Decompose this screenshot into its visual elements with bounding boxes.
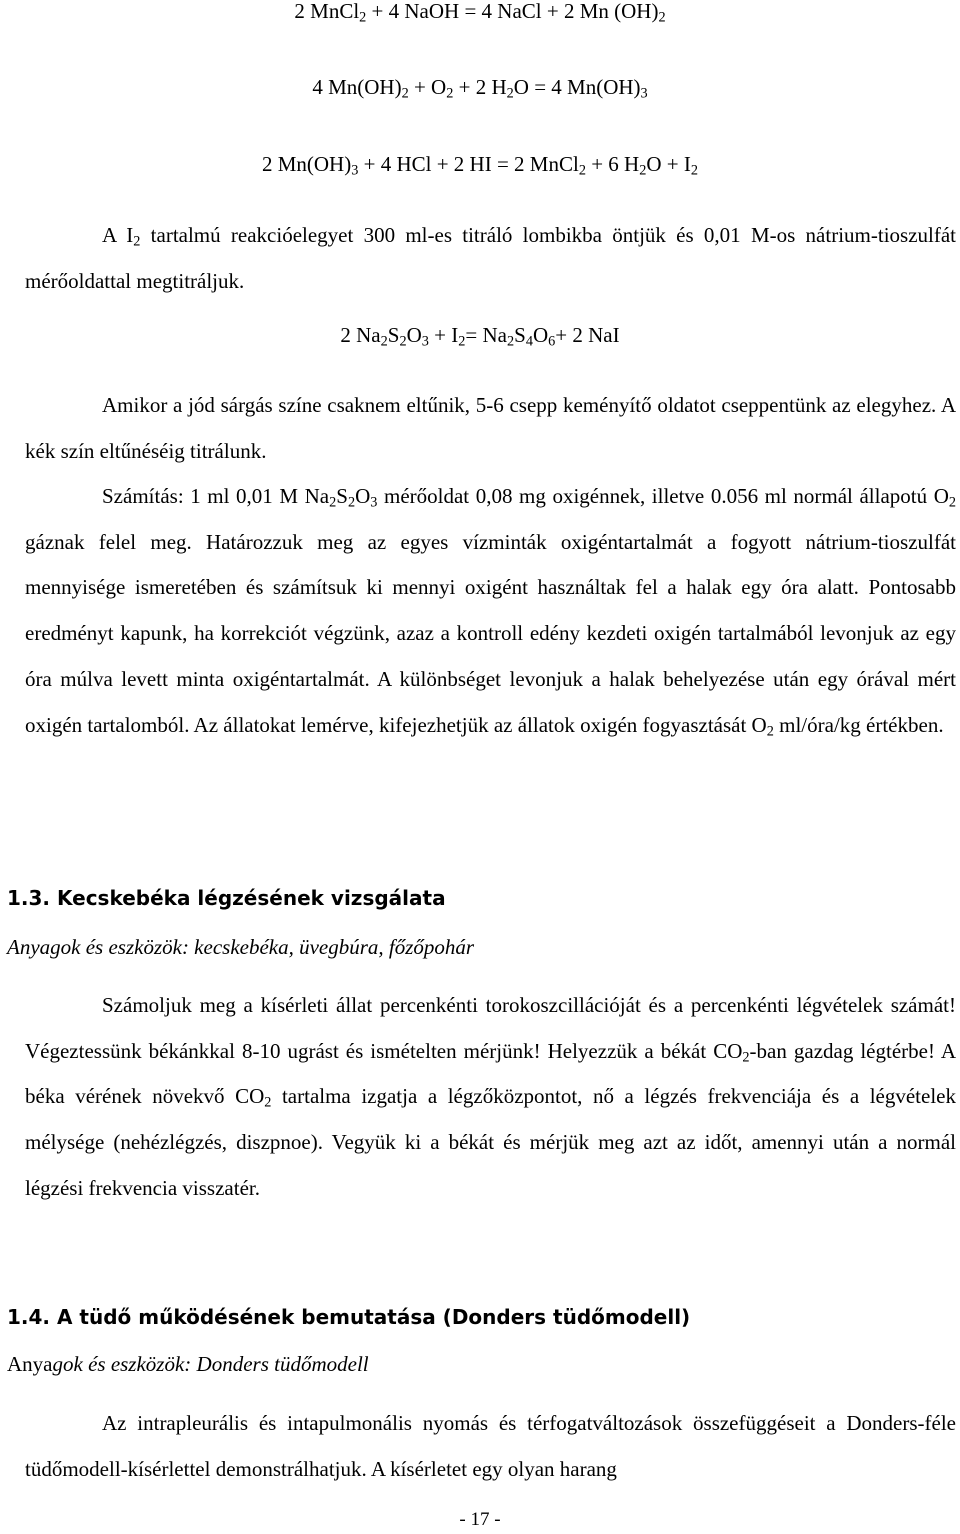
para-subscript: 2 [742,1049,750,1066]
para-text: O [355,484,371,508]
equation-mncl2-naoh [0,0,960,25]
eq-text: + I [428,323,459,347]
eq-text: O + I [646,152,691,176]
eq-text: S [514,323,526,347]
eq-text: + 4 HCl + 2 HI = 2 MnCl [358,152,579,176]
para-subscript: 2 [948,494,957,511]
para-subscript: 2 [329,494,337,511]
eq-subscript: 2 [401,85,409,102]
eq-text: 2 MnCl [294,0,360,23]
eq-subscript: 6 [548,333,556,350]
eq-text: 2 Na [340,323,381,347]
section-heading-frog-breathing: 1.3. Kecskebéka légzésének vizsgálata [7,886,446,910]
eq-text: + 6 H [585,152,640,176]
eq-subscript: 2 [658,9,666,26]
eq-subscript: 3 [640,85,648,102]
para-text: Számítás: 1 ml 0,01 M Na [102,484,330,508]
eq-text: O [406,323,422,347]
paragraph-donders-intro [25,1401,956,1492]
para-text: Számoljuk meg a kísérleti állat percenkénti torokoszcillációját és a percenkénti légvételek számát! Végeztessünk békánkkal 8-10 ugrást és ismételten mérjünk! Helyezzük a békát CO [25,993,956,1063]
eq-subscript: 2 [690,162,699,179]
paragraph-calculation [25,474,956,748]
eq-subscript: 2 [380,333,388,350]
eq-subscript: 2 [399,333,407,350]
para-text: tartalmú reakcióelegyet 300 ml-es titráló lombikba öntjük és 0,01 M-os nátrium-tioszulfát mérőoldattal megtitráljuk. [25,223,957,293]
eq-text: O = 4 Mn(OH) [513,75,641,99]
materials-frog-experiment [7,933,947,961]
equation-thiosulfate-iodine [0,321,960,349]
para-text: A I [102,223,134,247]
para-text: S [336,484,348,508]
page-number: - 17 - [459,1509,501,1530]
paragraph-frog-procedure [25,983,956,1212]
para-text: gáznak felel meg. Határozzuk meg az egyes vízminták oxigéntartalmát a fogyott nátrium-tioszulfát mennyisége ismeretében és számítsuk ki mennyi oxigént használtak fel a halak egy óra alatt. Pontosabb eredményt kapunk, ha korrekciót végzünk, azaz a kontroll edény kezdeti oxigén tartalmából levonjuk az egy óra múlva levett minta oxigéntartalmát. A különbséget levonjuk a halak behelyezése után egy órával mért oxigén tartalomból. Az állatokat lemérve, kifejezhetjük az állatok oxigén fogyasztását O [25,529,956,737]
paragraph-starch-indicator [25,383,956,474]
eq-subscript: 2 [446,85,454,102]
eq-text: = Na [465,323,507,347]
materials-text: gok és eszközök: Donders tüdőmodell [52,1352,369,1376]
para-subscript: 3 [370,494,378,511]
equation-mnoh3-hcl-hi [0,150,960,178]
para-subscript: 2 [347,494,356,511]
materials-text: Anyagok és eszközök: kecskebéka, üvegbúra, főzőpohár [7,935,475,959]
para-text: Amikor a jód sárgás színe csaknem eltűnik, 5-6 csepp keményítő oldatot cseppentünk az elegyhez. A kék szín eltűnéséig titrálunk. [25,393,956,463]
eq-text: + O [408,75,447,99]
eq-text: + 4 NaOH = 4 NaCl + 2 Mn (OH) [366,0,659,23]
eq-subscript: 2 [507,333,515,350]
para-text: -ban gazdag légtérbe! A béka vérének növekvő CO [25,1038,956,1109]
eq-subscript: 2 [506,85,514,102]
equation-mnoh2-oxidation [0,73,960,101]
para-text: Az intrapleurális és intapulmonális nyomás és térfogatváltozások összefüggéseit a Donders-féle tüdőmodell-kísérlettel demonstrálhatjuk. A kísérletet egy olyan harang [25,1411,956,1481]
para-subscript: 2 [264,1094,272,1111]
paragraph-titration [25,213,956,304]
eq-subscript: 2 [578,162,586,179]
para-subscript: 2 [766,723,774,740]
eq-text: + 2 H [453,75,507,99]
eq-text: O [532,323,549,347]
eq-subscript: 4 [525,333,533,350]
eq-text: 2 Mn(OH) [261,152,352,176]
para-text: ml/óra/kg értékben. [773,712,944,737]
eq-subscript: 2 [458,333,466,350]
section-heading-lung-model: 1.4. A tüdő működésének bemutatása (Donders tüdőmodell) [7,1305,691,1329]
para-subscript: 2 [133,233,141,250]
materials-donders-model [7,1350,947,1378]
eq-text: 4 Mn(OH) [312,75,402,99]
eq-subscript: 3 [421,333,429,350]
materials-prefix: Anya [7,1352,53,1376]
eq-subscript: 3 [351,162,359,179]
para-text: mérőoldat 0,08 mg oxigénnek, illetve 0.056 ml normál állapotú O [377,484,949,508]
eq-subscript: 2 [359,9,367,26]
eq-text: S [387,323,400,347]
eq-subscript: 2 [639,162,647,179]
eq-text: + 2 NaI [555,323,620,347]
para-text: tartalma izgatja a légzőközpontot, nő a légzés frekvenciája és a légvételek mélysége (nehézlégzés, diszpnoe). Vegyük ki a békát és mérjük meg azt az időt, amennyi után a normál légzési frekvencia visszatér. [25,1084,956,1200]
